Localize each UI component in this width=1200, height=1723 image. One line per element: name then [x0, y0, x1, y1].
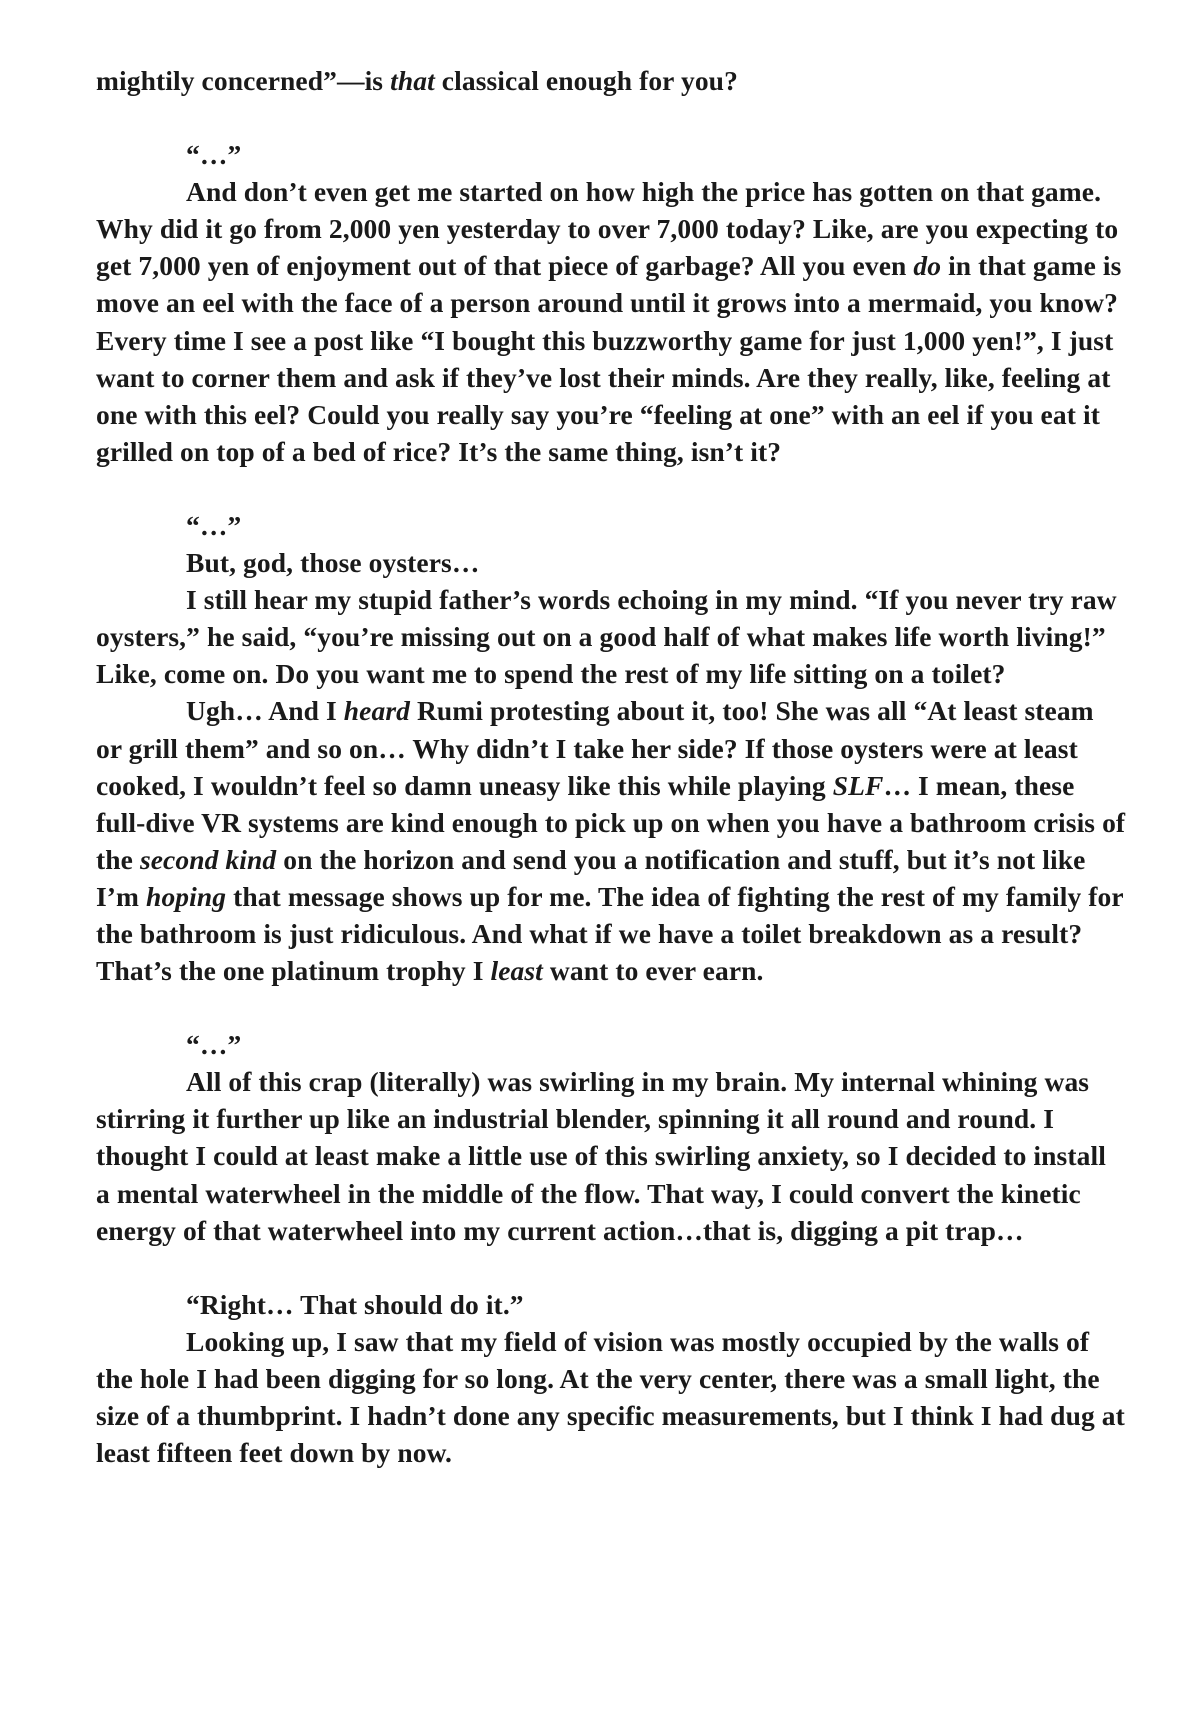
italic-text: least	[490, 955, 543, 987]
text-segment: “…”	[186, 1029, 242, 1061]
paragraph-p7	[96, 692, 1126, 989]
text-segment: “…”	[186, 139, 242, 171]
text-segment: And don’t even get me started on how high the price has gotten on that game. Why did it go from 2,000 yen yesterday to over 7,000 today? Like, are you expecting to get 7,000 yen of enjoyment out of that piece of garbage? All you even	[96, 176, 1119, 282]
paragraph-p2	[96, 136, 1126, 173]
text-segment: want to ever earn.	[542, 955, 764, 987]
text-segment: … I mean, these full-dive VR systems are kind enough to pick up on when you have a bathroom crisis of the	[96, 769, 1126, 875]
paragraph-p5	[96, 544, 1126, 581]
paragraph-p3	[96, 173, 1126, 470]
text-segment: “…”	[186, 509, 242, 541]
text-segment: Rumi protesting about it, too! She was all “At least steam or grill them” and so on… Why didn’t I take her side? If those oysters were at least cooked, I wouldn’t feel so damn uneasy like this while playing	[96, 695, 1094, 801]
text-segment: classical enough for you?	[434, 65, 738, 96]
text-segment: “Right… That should do it.”	[186, 1288, 524, 1320]
text-segment: But, god, those oysters…	[186, 547, 480, 579]
italic-text: second kind	[139, 843, 277, 875]
italic-text: heard	[343, 695, 410, 727]
text-segment: Ugh… And I	[186, 695, 344, 727]
text-segment: Looking up, I saw that my field of vision was mostly occupied by the walls of the hole I had been digging for so long. At the very center, there was a small light, the size of a thumbprint. I hadn’t done any specific measurements, but I think I had dug at least fifteen feet down by now.	[96, 1325, 1125, 1469]
italic-text: hoping	[146, 880, 227, 912]
paragraph-p11	[96, 1323, 1126, 1471]
paragraph-p9	[96, 1063, 1126, 1248]
text-segment: I still hear my stupid father’s words echoing in my mind. “If you never try raw oysters,” he said, “you’re missing out on a good half of what makes life worth living!” Like, come on. Do you want me to spend the rest of my life sitting on a toilet?	[96, 584, 1117, 690]
text-segment: All of this crap (literally) was swirling in my brain. My internal whining was stirring it further up like an industrial blender, spinning it all round and round. I thought I could at least make a little use of this swirling anxiety, so I decided to install a mental waterwheel in the middle of the flow. That way, I could convert the kinetic energy of that waterwheel into my current action…that is, digging a pit trap…	[96, 1066, 1106, 1246]
paragraph-p4	[96, 507, 1126, 544]
text-segment: that message shows up for me. The idea of fighting the rest of my family for the bathroom is just ridiculous. And what if we have a toilet breakdown as a result? That’s the one platinum trophy I	[96, 880, 1124, 987]
text-segment: mightily concerned”—is	[96, 65, 391, 96]
paragraph-p8	[96, 1026, 1126, 1063]
italic-text: SLF	[832, 769, 884, 801]
italic-text: that	[390, 65, 435, 96]
text-segment: on the horizon and send you a notification and stuff, but it’s not like I’m	[96, 843, 1086, 912]
paragraph-p1	[96, 62, 1126, 99]
text-segment: in that game is move an eel with the face of a person around until it grows into a mermaid, you know? Every time I see a post like “I bought this buzzworthy game for just 1,000 yen!”, I just want to corner them and ask if they’ve lost their minds. Are they really, like, feeling at one with this eel? Could you really say you’re “feeling at one” with an eel if you eat it grilled on top of a bed of rice? It’s the same thing, isn’t it?	[96, 250, 1122, 467]
paragraph-p10	[96, 1286, 1126, 1323]
italic-text: do	[913, 250, 942, 282]
document-page	[96, 62, 1126, 1471]
paragraph-p6	[96, 581, 1126, 692]
